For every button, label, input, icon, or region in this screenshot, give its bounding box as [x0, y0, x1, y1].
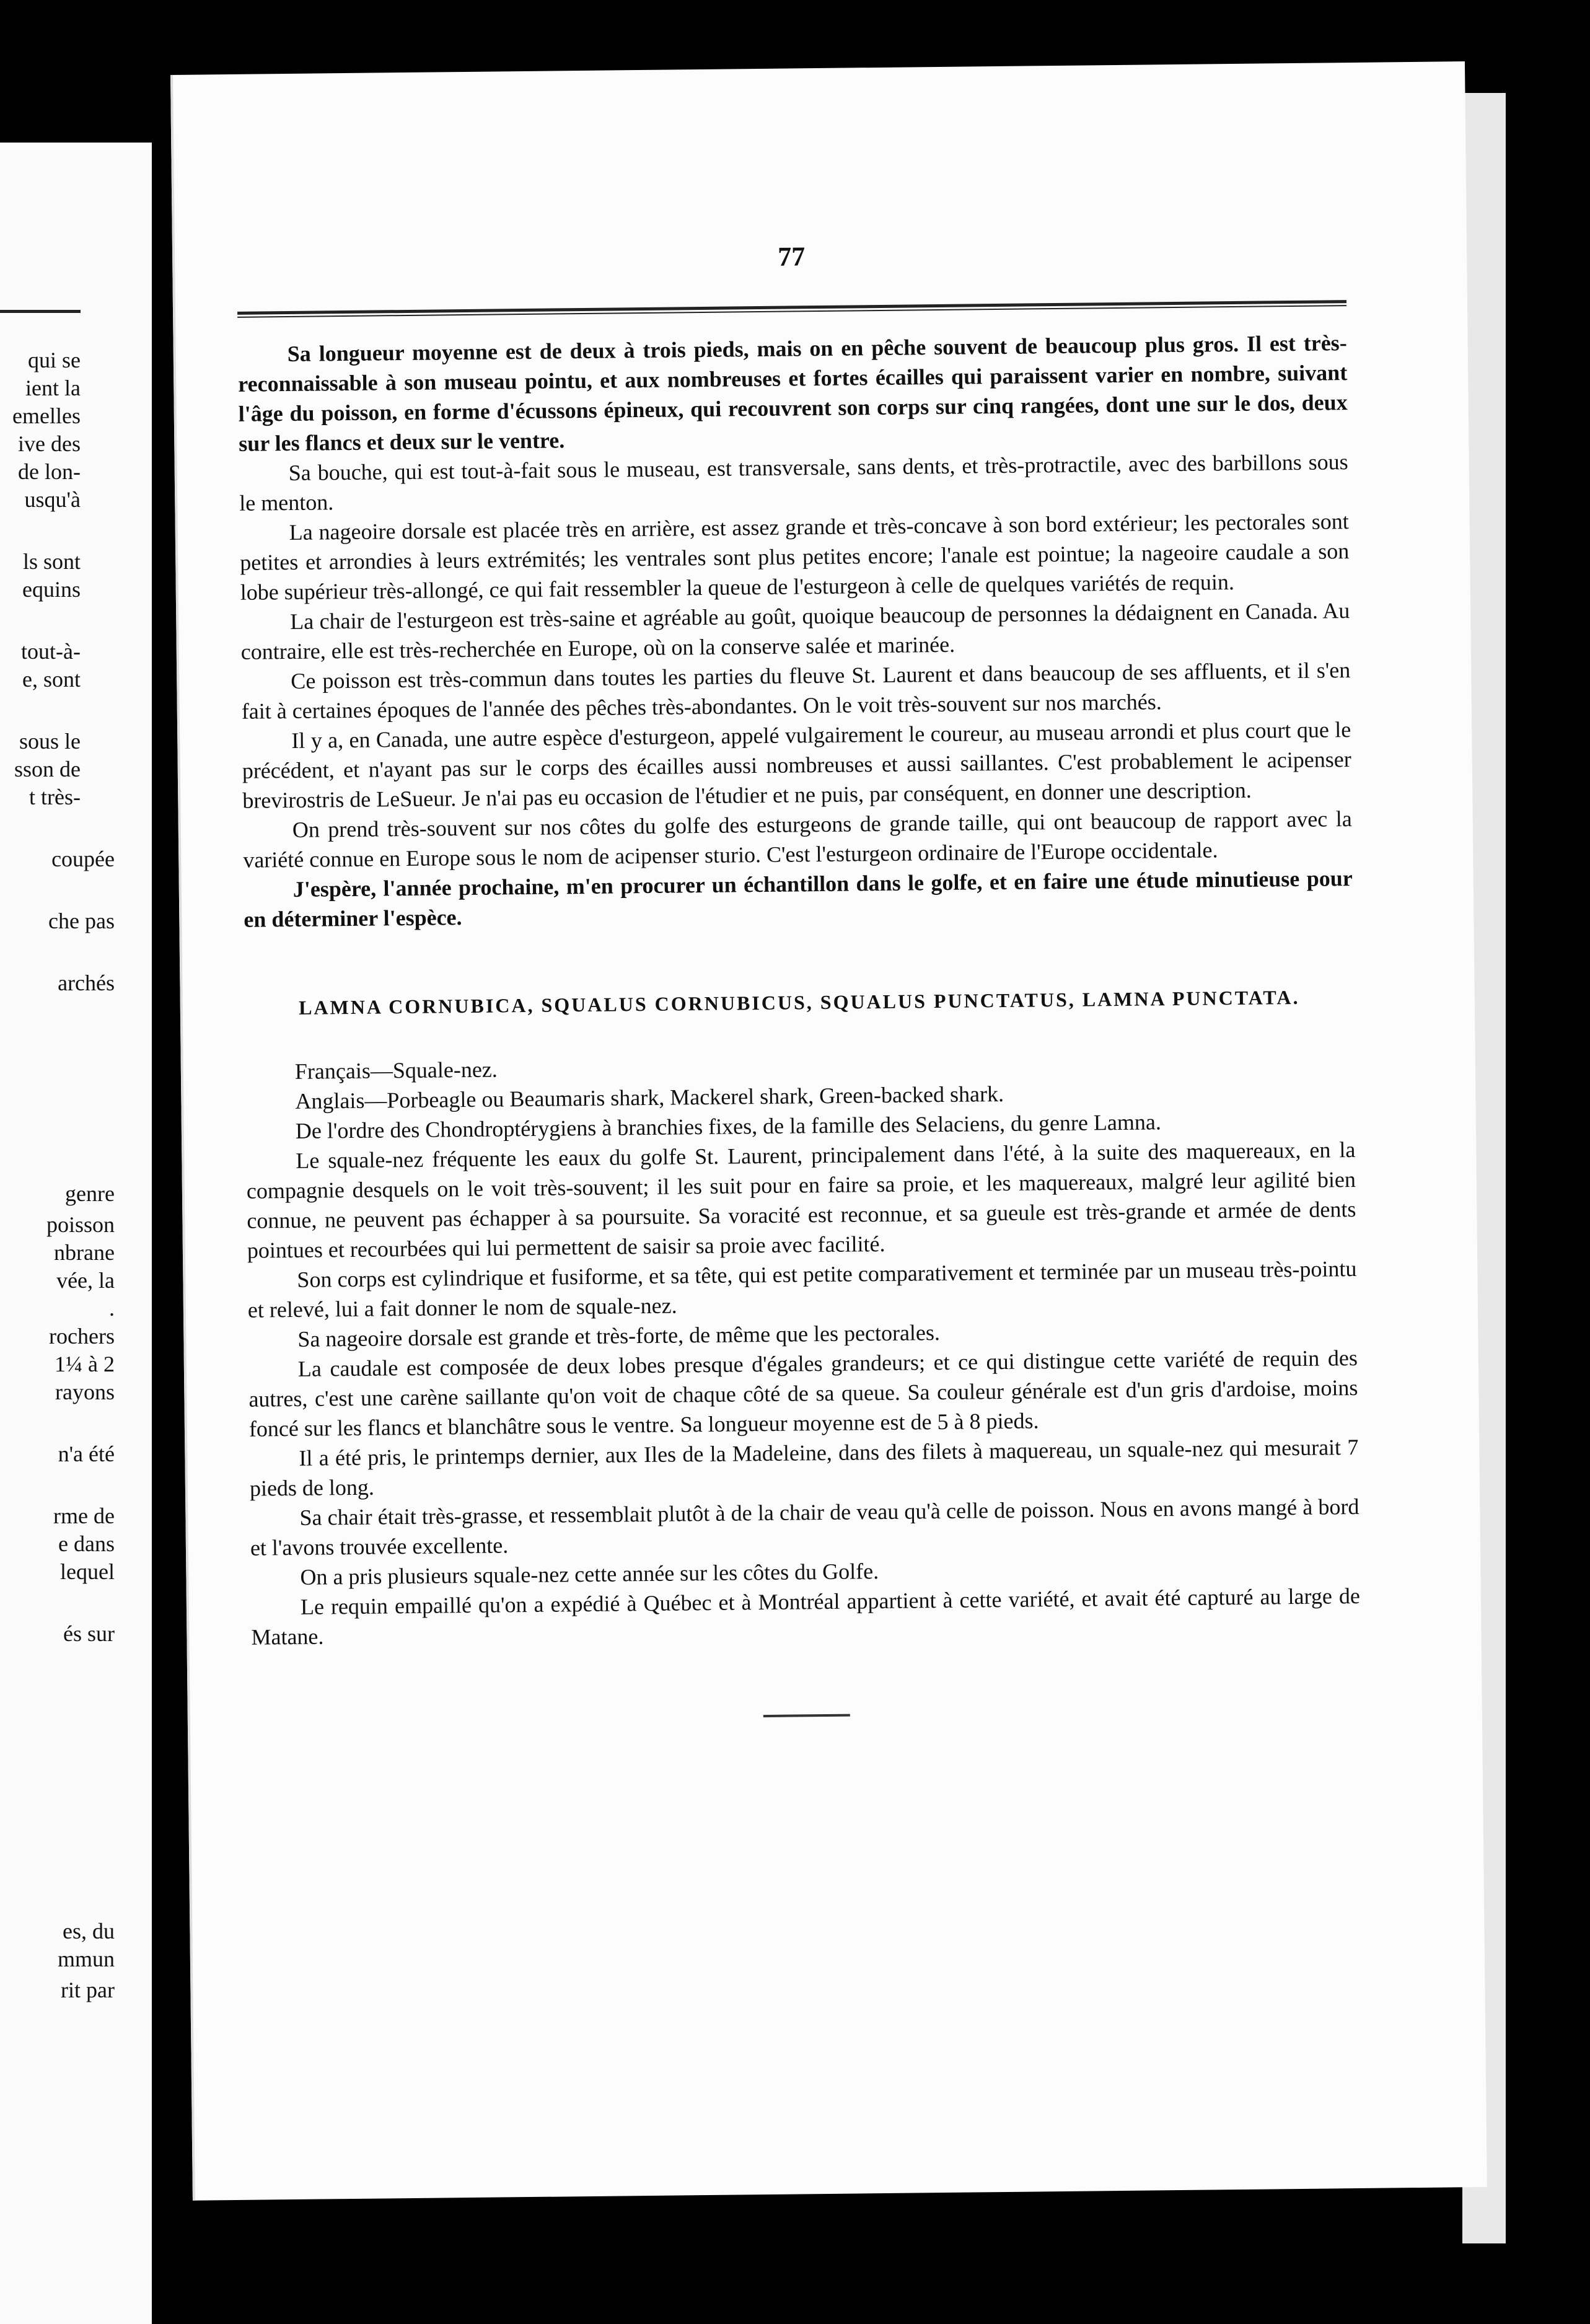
left-page-text-fragment: sson de	[14, 757, 81, 781]
left-page-text-fragment: rit par	[61, 1978, 115, 2002]
left-page-text-fragment: rochers	[49, 1324, 115, 1349]
paragraph: On a pris plusieurs squale-nez cette année sur les côtes du Golfe.	[300, 1559, 879, 1590]
name-line: Anglais—Porbeagle ou Beaumaris shark, Mackerel shark, Green-backed shark.	[295, 1081, 1004, 1114]
left-page-text-fragment: ls sont	[22, 549, 81, 574]
paragraph: Sa longueur moyenne est de deux à trois pieds, mais on en pêche souvent de beaucoup plus gros. Il est très-reconnaissable à son museau pointu, et aux nombreuses et fortes écailles qui paraissent varier en nombre, suivant l'âge du poisson, en forme d'écussons épineux, qui recouvrent son corps sur cinq rangées, dont une sur le dos, deux sur les flancs et deux sur le ventre.	[238, 330, 1348, 456]
left-page-text-fragment: genre	[65, 1181, 115, 1206]
left-page-text-fragment: emelles	[12, 403, 81, 428]
left-page-text-fragment: lequel	[60, 1559, 115, 1584]
paragraph: La chair de l'esturgeon est très-saine et agréable au goût, quoique beaucoup de personnes la dédaignent en Canada. Au contraire, elle est très-recherchée en Europe, où on la conserve salée et marinée.	[240, 598, 1350, 664]
left-page-fragment	[0, 143, 152, 2324]
paragraph: Sa nageoire dorsale est grande et très-forte, de même que les pectorales.	[297, 1320, 941, 1352]
paragraph: On prend très-souvent sur nos côtes du golfe des esturgeons de grande taille, qui ont beaucoup de rapport avec la variété connue en Europe sous le nom de acipenser sturio. C'est l'esturgeon ordinaire de l'Europe occidentale.	[243, 806, 1352, 873]
left-page-text-fragment: qui se	[28, 348, 81, 372]
left-page-text-fragment: t très-	[29, 785, 81, 809]
left-page-text-fragment: usqu'à	[24, 487, 81, 512]
paragraph: Sa bouche, qui est tout-à-fait sous le museau, est transversale, sans dents, et très-protractile, avec des barbillons sous le menton.	[239, 449, 1348, 516]
left-page-text-fragment: rayons	[55, 1380, 115, 1404]
left-page-text-fragment: e, sont	[22, 667, 81, 692]
common-names	[245, 1045, 1355, 1147]
left-page-rule	[0, 310, 81, 313]
left-page-text-fragment: mmun	[57, 1947, 115, 1971]
left-page-text-fragment: equins	[22, 577, 81, 602]
left-page-text-fragment: de lon-	[18, 459, 81, 484]
left-page-text-fragment: coupée	[51, 847, 115, 871]
left-page-text-fragment: sous le	[19, 729, 81, 754]
page-number: 77	[777, 241, 806, 272]
left-page-text-fragment: archés	[58, 971, 115, 995]
left-page-text-fragment: ient la	[25, 376, 81, 400]
paragraph: Il y a, en Canada, une autre espèce d'esturgeon, appelé vulgairement le coureur, au museau arrondi et plus court que le précédent, et n'ayant pas sur le corps des écailles aussi nombreuses et aussi saillantes. C'est probablement le acipenser brevirostris de LeSueur. Je n'ai pas eu occasion de l'étudier et ne puis, par conséquent, en donner une description.	[242, 717, 1351, 813]
paragraph: La caudale est composée de deux lobes presque d'égales grandeurs; et ce qui distingue cette variété de requin des autres, c'est une carène saillante qu'on voit de chaque côté de sa queue. Sa couleur générale est d'un gris d'ardoise, moins foncé sur les flancs et blanchâtre sous le ventre. Sa longueur moyenne est de 5 à 8 pieds.	[248, 1345, 1358, 1441]
left-page-text-fragment: vée, la	[56, 1268, 115, 1293]
name-line: Français—Squale-nez.	[294, 1057, 498, 1084]
paragraph: Il a été pris, le printemps dernier, aux Iles de la Madeleine, dans des filets à maquereau, un squale-nez qui mesurait 7 pieds de long.	[249, 1434, 1359, 1501]
paragraph: J'espère, l'année prochaine, m'en procurer un échantillon dans le golfe, et en faire une étude minutieuse pour en déterminer l'espèce.	[244, 866, 1353, 932]
section-heading: LAMNA CORNUBICA, SQUALUS CORNUBICUS, SQUALUS PUNCTATUS, LAMNA PUNCTATA.	[298, 985, 1300, 1019]
paragraph: Ce poisson est très-commun dans toutes les parties du fleuve St. Laurent et dans beaucoup de ses affluents, et il s'en fait à certaines époques de l'année des pêches très-abondantes. On le voit très-souvent sur nos marchés.	[241, 658, 1351, 724]
paragraph: Sa chair était très-grasse, et ressemblait plutôt à de la chair de veau qu'à celle de poisson. Nous en avons mangé à bord et l'avons trouvée excellente.	[250, 1494, 1359, 1560]
left-page-text-fragment: tout-à-	[21, 639, 81, 664]
left-page-text-fragment: rme de	[53, 1503, 115, 1528]
name-line: De l'ordre des Chondroptérygiens à branchies fixes, de la famille des Selaciens, du genre Lamna.	[295, 1109, 1162, 1143]
left-page-text-fragment: e dans	[58, 1531, 115, 1556]
left-page-text-fragment: nbrane	[54, 1240, 115, 1265]
left-page-text-fragment: poisson	[46, 1212, 115, 1237]
left-page-text-fragment: n'a été	[58, 1441, 115, 1466]
left-page-text-fragment: 1¼ à 2	[55, 1352, 115, 1376]
left-page-text-fragment: ive des	[18, 431, 81, 456]
left-page-text-fragment: che pas	[48, 909, 115, 933]
page-content	[235, 63, 1361, 1723]
paragraph: Le requin empaillé qu'on a expédié à Québec et à Montréal appartient à cette variété, et avait été capturé au large de Matane.	[251, 1583, 1361, 1650]
page	[170, 61, 1487, 2201]
left-page-text-fragment: .	[109, 1296, 115, 1321]
paragraph: Son corps est cylindrique et fusiforme, et sa tête, qui est petite comparativement et terminée par un museau très-pointu et relevé, lui a fait donner le nom de squale-nez.	[247, 1256, 1357, 1323]
paragraph: Le squale-nez fréquente les eaux du golfe St. Laurent, principalement dans l'été, à la suite des maquereaux, en la compagnie desquels on le voit très-souvent; il les suit pour en faire sa proie, et les maquereaux, malgré leur agilité bien connue, ne peuvent pas échapper à sa poursuite. Sa voracité est reconnue, et sa gueule est très-grande et armée de dents pointues et recourbées qui lui permettent de saisir sa proie avec facilité.	[246, 1137, 1356, 1263]
left-page-text-fragment: és sur	[63, 1621, 115, 1646]
end-rule	[763, 1714, 850, 1717]
header-rule	[237, 300, 1346, 318]
left-page-text-fragment: es, du	[63, 1919, 115, 1943]
paragraph: La nageoire dorsale est placée très en arrière, est assez grande et très-concave à son bord extérieur; les pectorales sont petites et arrondies à leurs extrémités; les ventrales sont plus petites encore; l'anale est pointue; la nageoire caudale a son lobe supérieur très-allongé, ce qui fait ressembler la queue de l'esturgeon à celle de quelques variétés de requin.	[240, 509, 1350, 605]
